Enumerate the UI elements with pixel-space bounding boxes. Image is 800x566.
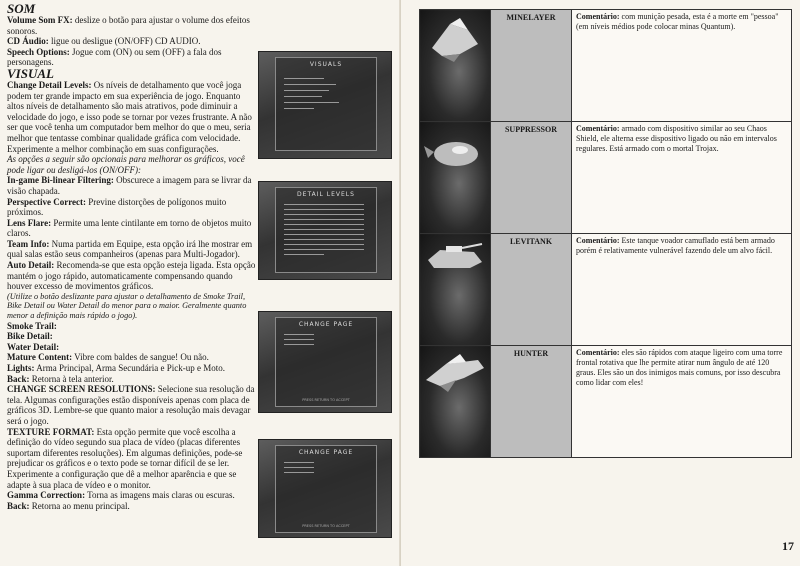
text-item [7,15,259,36]
text-item [7,218,259,239]
text-item [7,239,259,260]
item-text: Obscurece a imagem para se livrar da visão chapada. [7,175,252,196]
vehicle-image-minelayer [420,10,491,122]
item-label: Volume Som FX: [7,15,73,25]
item-label: Lights: [7,363,35,373]
item-text: Previne distorções de polígonos muito próximos. [7,196,227,218]
text-item [7,363,259,374]
vehicle-name: HUNTER [491,346,572,458]
item-label: Back: [7,373,30,384]
screenshot-frame [275,57,377,151]
item-label: In-game Bi-linear Filtering: [7,175,114,186]
item-text: ligue ou desligue (ON/OFF) CD AUDIO. [48,36,201,47]
item-label: Mature Content: [7,352,73,363]
vehicle-image-levitank [420,234,491,346]
vehicle-comment [572,122,792,234]
table-row [420,10,792,122]
screenshot-change-page-2 [258,439,392,538]
screenshot-change-page-1 [258,311,392,413]
item-label: Perspective Correct: [7,196,87,207]
item-text: Numa partida em Equipe, esta opção irá lhe mostrar em qual salas estão seus companheiros (apenas para Multi-Jogador). [7,238,253,260]
screenshot-title: DETAIL LEVELS [297,191,355,198]
comment-text: com munição pesada, esta é a morte em "pessoa" (em níveis médios pode colocar minas Quantum). [576,12,779,31]
vehicle-name: SUPPRESSOR [491,122,572,234]
text-item [7,197,259,218]
comment-label: Comentário: [576,348,620,357]
change-detail-paragraph [7,80,255,154]
options-list [7,175,259,292]
comment-text: eles são rápidos com ataque ligeiro com uma torre frontal rotativa que lhe permite atirar num ângulo de até 120 graus. Eles são un dos inimigos mais comuns, por isso descubra como lidar com eles! [576,348,783,387]
vehicle-comment [572,234,792,346]
text-item [7,490,259,501]
item-label: Back: [7,500,30,511]
item-label: Smoke Trail: [7,320,57,331]
item-label: Speech Options: [7,46,70,57]
item-text: Torna as imagens mais claras ou escuras. [85,490,235,501]
screenshot-footer: PRESS RETURN TO ACCEPT [302,524,350,528]
vehicle-comment [572,346,792,458]
item-text: deslize o botão para ajustar o volume dos efeitos sonoros. [7,15,250,36]
table-row [420,234,792,346]
text-item [7,321,259,332]
screenshot-detail-levels [258,181,392,280]
item-text: Jogue com (ON) ou sem (OFF) a fala dos personagens. [7,46,222,68]
slider-note: (Utilize o botão deslizante para ajustar o detalhamento de Smoke Trail, Bike Detail ou Water Detail do menor para o maior. Geralmente quanto menor a definição mais rápido o jogo). [7,291,247,321]
item-text: Retorna à tela anterior. [29,373,114,384]
optional-note: As opções a seguir são opcionais para melhorar os gráficos, você pode ligar ou desligá-los (ON/OFF): [7,154,245,175]
item-text: Arma Principal, Arma Secundária e Pick-up e Moto. [34,363,225,373]
screenshot-footer: PRESS RETURN TO ACCEPT [302,398,350,402]
comment-label: Comentário: [576,236,620,245]
comment-label: Comentário: [576,12,620,21]
enemy-table [419,9,792,458]
text-item [7,331,259,342]
screenshot-title: CHANGE PAGE [298,449,354,456]
item-text: Recomenda-se que esta opção esteja ligada. Esta opção mantém o jogo rápido, automaticamente compensando quando houver excesso de movimentos gráficos. [7,260,256,292]
screenshot-frame [275,187,377,273]
item-label: Bike Detail: [7,331,53,342]
item-label: Lens Flare: [7,217,52,228]
screenshot-frame [275,445,377,533]
screenshot-visuals-menu [258,51,392,159]
more-list [7,321,259,512]
item-text: Esta opção permite que você escolha a definição do vídeo segundo sua placa de vídeo (placas diferentes suportam diferentes resoluções). Em algumas definições, pode-se prejudicar os gráficos e o texto pode se tornar difícil de se ler. Experimente a configuração que dê a melhor aparência e que se adapte à sua placa de vídeo e o monitor. [7,426,243,490]
screenshot-title: VISUALS [309,61,343,68]
item-label: Change Detail Levels: [7,79,92,90]
text-item [7,47,259,68]
text-item [7,501,259,512]
text-item [7,352,259,363]
text-item [7,36,259,47]
item-label: CD Áudio: [7,36,49,47]
vehicle-image-suppressor [420,122,491,234]
item-text: Retorna ao menu principal. [29,500,130,511]
screenshot-frame [275,317,377,407]
vehicle-image-hunter [420,346,491,458]
comment-text: armado com dispositivo similar ao seu Chaos Shield, ele alterna esse dispositivo ligado ou não em intervalos regulares. Está armado com o mortal Trojax. [576,124,777,153]
item-text: Vibre com baldes de sangue! Ou não. [72,352,209,363]
item-label: Water Detail: [7,341,60,352]
text-item [7,342,259,353]
left-text-column [7,3,259,511]
item-text: Permite uma lente cintilante em torno de objetos muito claros. [7,217,252,239]
table-row [420,122,792,234]
item-text: Selecione sua resolução da tela. Algumas configurações estão disponíveis apenas com placa de gráficos 3D. Lembre-se que quanto maior a resolução mais devagar será o jogo. [7,384,255,426]
comment-label: Comentário: [576,124,620,133]
item-label: CHANGE SCREEN RESOLUTIONS: [7,384,156,395]
item-label: Auto Detail: [7,260,55,271]
page-number: 17 [782,539,794,553]
item-label: TEXTURE FORMAT: [7,426,95,437]
table-row [420,346,792,458]
text-item [7,427,259,491]
som-heading: SOM [7,1,36,16]
screenshot-title: CHANGE PAGE [298,321,354,328]
item-label: Gamma Correction: [7,490,86,501]
item-text: Os níveis de detalhamento que você joga podem ter grande impacto em sua experiência de jogo. Enquanto altos níveis de detalhamento são mais atrativos, pode diminuir a velocidade do jogo, e isso pode se tornar por vezes frustrante. A não ser que você tenha um computador bem melhor do que o meu, seria melhor que tentasse combinar qualidade gráfica com velocidade. Experimente a melhor combinação em suas configurações. [7,79,252,154]
text-item [7,384,259,426]
text-item [7,374,259,385]
vehicle-comment [572,10,792,122]
som-list [7,15,259,68]
text-item [7,175,259,196]
comment-text: Este tanque voador camuflado está bem armado porém é relativamente vulnerável fazendo dele um alvo fácil. [576,236,775,255]
vehicle-name: MINELAYER [491,10,572,122]
item-label: Team Info: [7,238,50,249]
vehicle-name: LEVITANK [491,234,572,346]
text-item [7,260,259,292]
visual-heading: VISUAL [7,65,54,81]
